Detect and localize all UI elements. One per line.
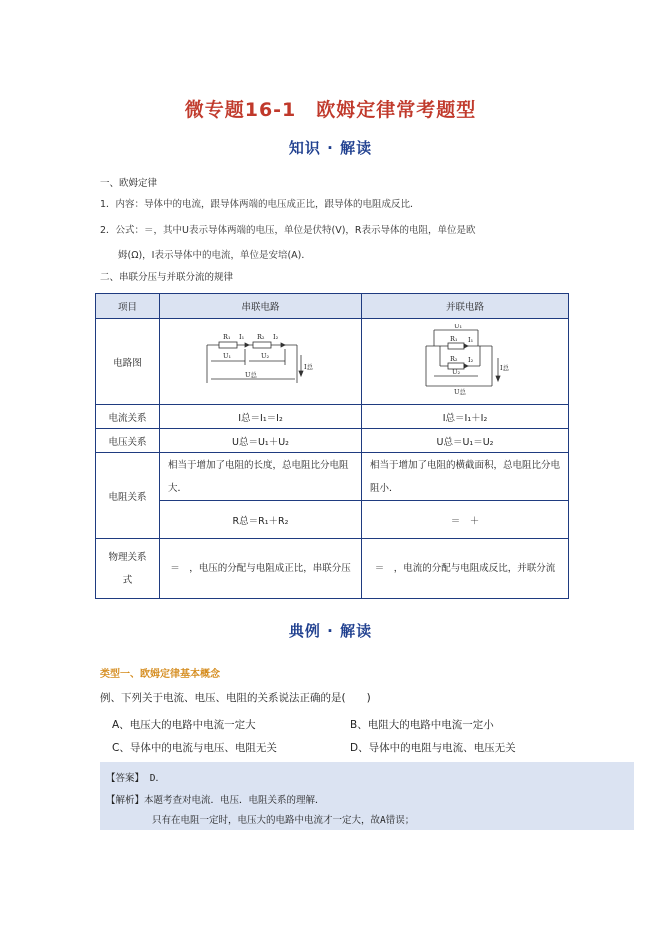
option-b: B、电阻大的电路中电流一定小 xyxy=(350,719,494,731)
label-R1: R₁ xyxy=(222,333,230,341)
section-heading-knowledge: 知识 · 解读 xyxy=(288,139,373,157)
label-Utotal: U总 xyxy=(454,388,466,396)
row-label-current: 电流关系 xyxy=(96,405,160,429)
part-heading-series-parallel: 二、串联分压与并联分流的规律 xyxy=(100,272,234,283)
question-text: 例、下列关于电流、电压、电阻的关系说法正确的是( ) xyxy=(100,692,371,704)
parallel-voltage: U总＝U₁＝U₂ xyxy=(362,429,569,453)
label-I1: I₁ xyxy=(238,333,244,341)
table-row-circuit xyxy=(96,319,569,405)
label-I2: I₂ xyxy=(468,356,474,364)
label-R2: R₂ xyxy=(256,333,264,341)
type-label: 类型一、欧姆定律基本概念 xyxy=(100,669,220,680)
row-label-physics: 物理关系式 xyxy=(96,539,160,599)
option-d: D、导体中的电阻与电流、电压无关 xyxy=(350,742,516,754)
row-label-resistance: 电阻关系 xyxy=(96,453,160,539)
table-header-parallel: 并联电路 xyxy=(362,294,569,319)
analysis-detail: 只有在电阻一定时，电压大的电路中电流才一定大，故A错误； xyxy=(152,815,415,826)
series-voltage: U总＝U₁＋U₂ xyxy=(160,429,362,453)
table-row-physics xyxy=(96,539,569,599)
comparison-table xyxy=(95,293,569,599)
label-R1: R₁ xyxy=(450,335,458,343)
table-header-series: 串联电路 xyxy=(160,294,362,319)
label-I2: I₂ xyxy=(272,333,278,341)
page-title: 微专题16-1 欧姆定律常考题型 xyxy=(184,99,477,121)
table-row-resistance-formula xyxy=(96,501,569,539)
label-Itotal: I总 xyxy=(303,363,313,371)
label-Utotal: U总 xyxy=(244,371,257,379)
label-R2: R₂ xyxy=(450,355,458,363)
label-U2: U₂ xyxy=(452,368,461,376)
parallel-resistance-formula: ＝ ＋ xyxy=(362,501,569,539)
label-U1: U₁ xyxy=(222,352,231,360)
label-U1: U₁ xyxy=(454,324,463,330)
answer-box xyxy=(100,762,634,830)
row-label-voltage: 电压关系 xyxy=(96,429,160,453)
option-a: A、电压大的电路中电流一定大 xyxy=(112,719,256,731)
content-line: 1．内容：导体中的电流，跟导体两端的电压成正比，跟导体的电阻成反比． xyxy=(100,199,420,210)
analysis-line: 【解析】本题考查对电流．电压．电阻关系的理解． xyxy=(106,795,325,806)
series-physics: ＝ ，电压的分配与电阻成正比，串联分压 xyxy=(160,539,362,599)
table-header-row xyxy=(96,294,569,319)
part-heading-ohm-law: 一、欧姆定律 xyxy=(100,178,158,189)
formula-line-continued: 姆(Ω)，I表示导体中的电流，单位是安培(A)． xyxy=(118,250,311,261)
series-current: I总＝I₁＝I₂ xyxy=(160,405,362,429)
series-resistance-formula: R总＝R₁＋R₂ xyxy=(160,501,362,539)
label-Itotal: I总 xyxy=(500,364,510,372)
series-resistance-text: 相当于增加了电阻的长度，总电阻比分电阻大． xyxy=(160,453,362,501)
table-row-resistance xyxy=(96,453,569,501)
answer-line: 【答案】 D． xyxy=(106,773,165,784)
series-circuit-cell xyxy=(160,319,362,405)
table-header-item: 项目 xyxy=(96,294,160,319)
parallel-current: I总＝I₁＋I₂ xyxy=(362,405,569,429)
parallel-resistance-text: 相当于增加了电阻的横截面积，总电阻比分电阻小． xyxy=(362,453,569,501)
parallel-physics: ＝ ，电流的分配与电阻成反比，并联分流 xyxy=(362,539,569,599)
section-heading-examples: 典例 · 解读 xyxy=(288,622,373,640)
option-c: C、导体中的电流与电压、电阻无关 xyxy=(112,742,277,754)
parallel-circuit-cell xyxy=(362,319,569,405)
row-label-circuit: 电路图 xyxy=(96,319,160,405)
series-circuit-diagram xyxy=(201,327,321,393)
label-I1: I₁ xyxy=(468,336,474,344)
table-row-voltage xyxy=(96,429,569,453)
label-U2: U₂ xyxy=(260,352,269,360)
table-row-current xyxy=(96,405,569,429)
formula-line: 2．公式：＝，其中U表示导体两端的电压，单位是伏特(V)，R表示导体的电阻，单位是欧 xyxy=(100,225,476,236)
parallel-circuit-diagram xyxy=(420,324,510,396)
